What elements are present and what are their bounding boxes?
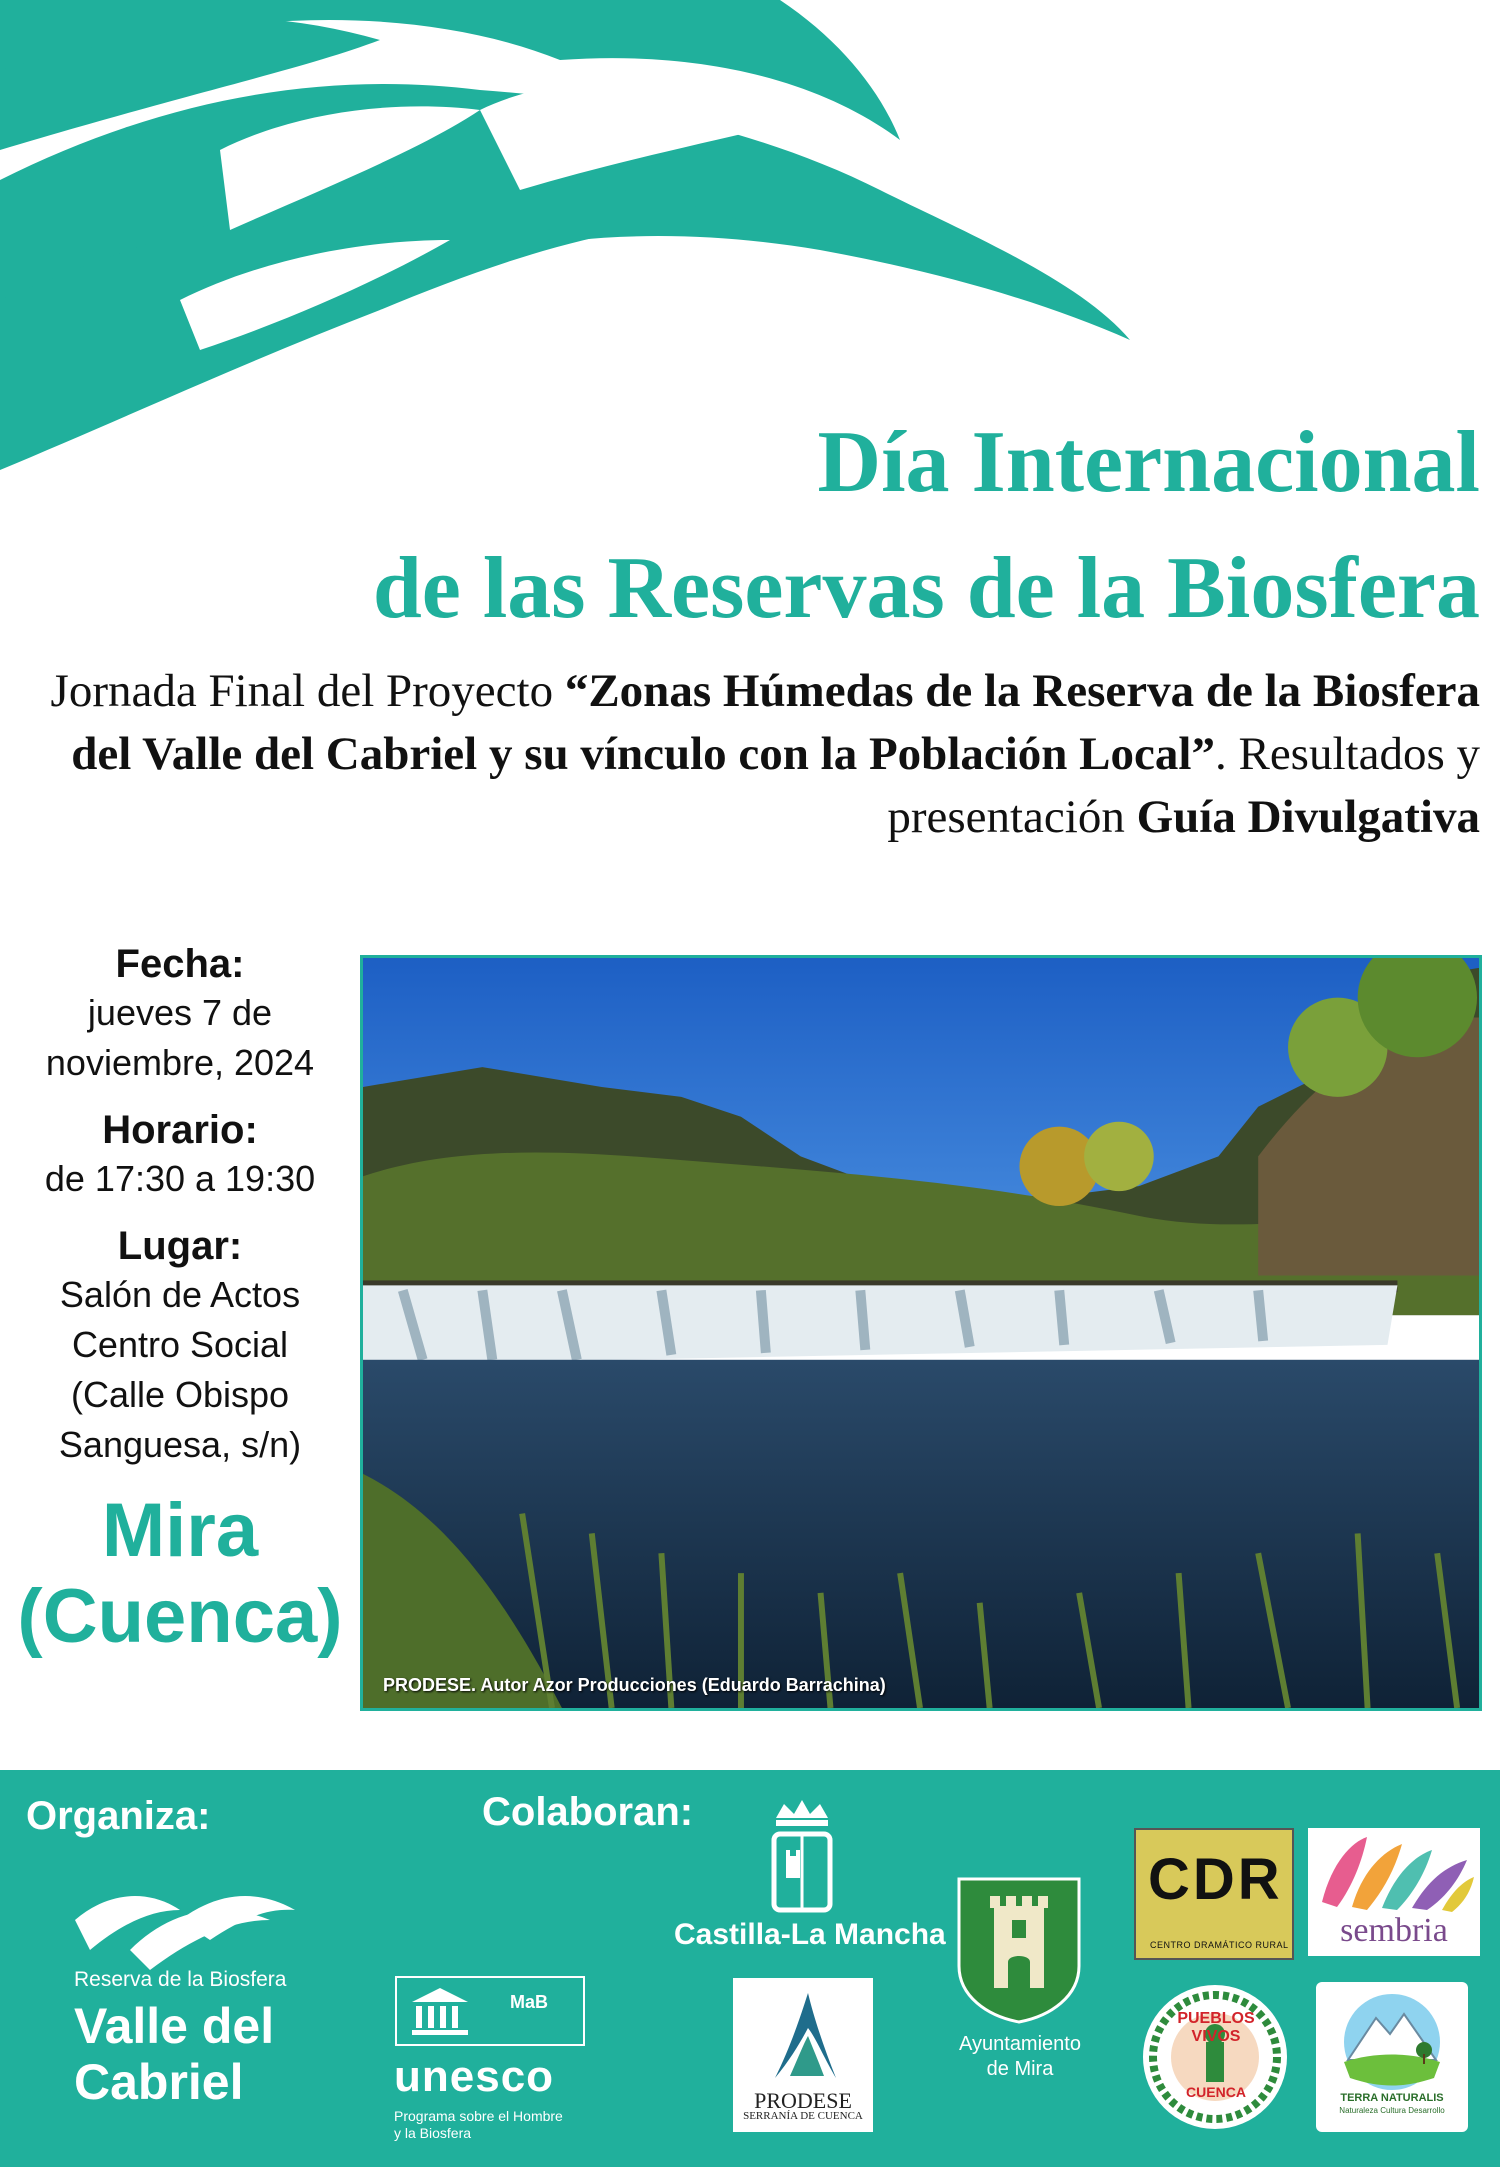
unesco-temple-icon <box>410 1986 470 2036</box>
colaboran-label: Colaboran: <box>482 1790 694 1834</box>
cdr-subtitle: CENTRO DRAMÁTICO RURAL <box>1150 1940 1289 1950</box>
subtitle-part-3: . Resultados y presentación <box>887 728 1480 843</box>
title-line-1: Día Internacional <box>817 414 1480 511</box>
terra-naturalis-subtitle: Naturaleza Cultura Desarrollo <box>1339 2106 1445 2115</box>
place-line-2: Centro Social <box>71 1324 289 1365</box>
valle-cabriel-wave-icon <box>70 1880 300 1980</box>
ayuntamiento-line-1: Ayuntamiento <box>959 2033 1081 2055</box>
biosphere-wave-graphic <box>0 0 1500 470</box>
province-name: (Cuenca) <box>17 1574 343 1659</box>
sembria-leaves-icon <box>1312 1832 1476 1912</box>
unesco-program <box>394 2108 604 2142</box>
date-line-1: jueves 7 de <box>87 992 273 1033</box>
place-line-1: Salón de Actos <box>59 1274 301 1315</box>
place-line-3: (Calle Obispo <box>70 1374 290 1415</box>
pueblos-vivos-subtitle: CUENCA <box>1186 2084 1246 2100</box>
cdr-logo-text: CDR <box>1148 1847 1283 1912</box>
time-label: Horario: <box>102 1108 258 1152</box>
pueblos-vivos-label: PUEBLOS VIVOS <box>1177 2010 1255 2045</box>
unesco-program-line-2: y la Biosfera <box>394 2125 472 2141</box>
time-value: de 17:30 a 19:30 <box>44 1158 316 1199</box>
subtitle <box>40 660 1480 849</box>
subtitle-guide-name: Guía Divulgativa <box>1136 791 1480 843</box>
organiza-label: Organiza: <box>26 1794 211 1838</box>
title-line-2: de las Reservas de la Biosfera <box>372 540 1480 637</box>
ayuntamiento-mira-label <box>940 2032 1100 2082</box>
date-line-2: noviembre, 2024 <box>45 1042 315 1083</box>
terra-naturalis-landscape-icon <box>1324 1990 1460 2090</box>
organizer-name <box>74 1998 274 2110</box>
city-name: Mira <box>101 1488 259 1573</box>
date-label: Fecha: <box>115 942 245 986</box>
mab-label: MaB <box>510 1992 549 2012</box>
place-line-4: Sanguesa, s/n) <box>58 1424 302 1465</box>
event-info <box>0 940 360 1660</box>
photo-credit: PRODESE. Autor Azor Producciones (Eduardo Barrachina) <box>383 1675 886 1695</box>
unesco-program-line-1: Programa sobre el Hombre <box>394 2108 563 2124</box>
ayuntamiento-mira-shield-icon <box>956 1876 1082 2024</box>
terra-naturalis-label: TERRA NATURALIS <box>1340 2092 1444 2104</box>
prodese-label: PRODESE <box>754 2088 852 2113</box>
pueblos-vivos-badge-icon <box>1140 1982 1290 2132</box>
castilla-la-mancha-crest-icon <box>762 1794 842 1914</box>
ayuntamiento-line-2: de Mira <box>986 2058 1054 2080</box>
organizer-name-line-1: Valle del <box>74 1998 275 2054</box>
footer-band <box>0 1770 1500 2167</box>
sembria-label: sembria <box>1340 1912 1448 1949</box>
subtitle-project-name: “Zonas Húmedas de la Reserva de la Biosfera del Valle del Cabriel y su vínculo con la Población Local” <box>71 665 1480 780</box>
place-label: Lugar: <box>117 1224 243 1268</box>
organizer-subtitle: Reserva de la Biosfera <box>74 1968 287 1991</box>
prodese-subtitle: SERRANÍA DE CUENCA <box>743 2110 863 2122</box>
unesco-wordmark: unesco <box>394 2052 555 2101</box>
organizer-name-line-2: Cabriel <box>74 2054 244 2110</box>
waterfall-photo <box>360 955 1482 1711</box>
subtitle-part-1: Jornada Final del Proyecto <box>50 665 565 717</box>
prodese-mountain-icon <box>770 1988 840 2083</box>
castilla-la-mancha-label: Castilla-La Mancha <box>674 1918 946 1951</box>
